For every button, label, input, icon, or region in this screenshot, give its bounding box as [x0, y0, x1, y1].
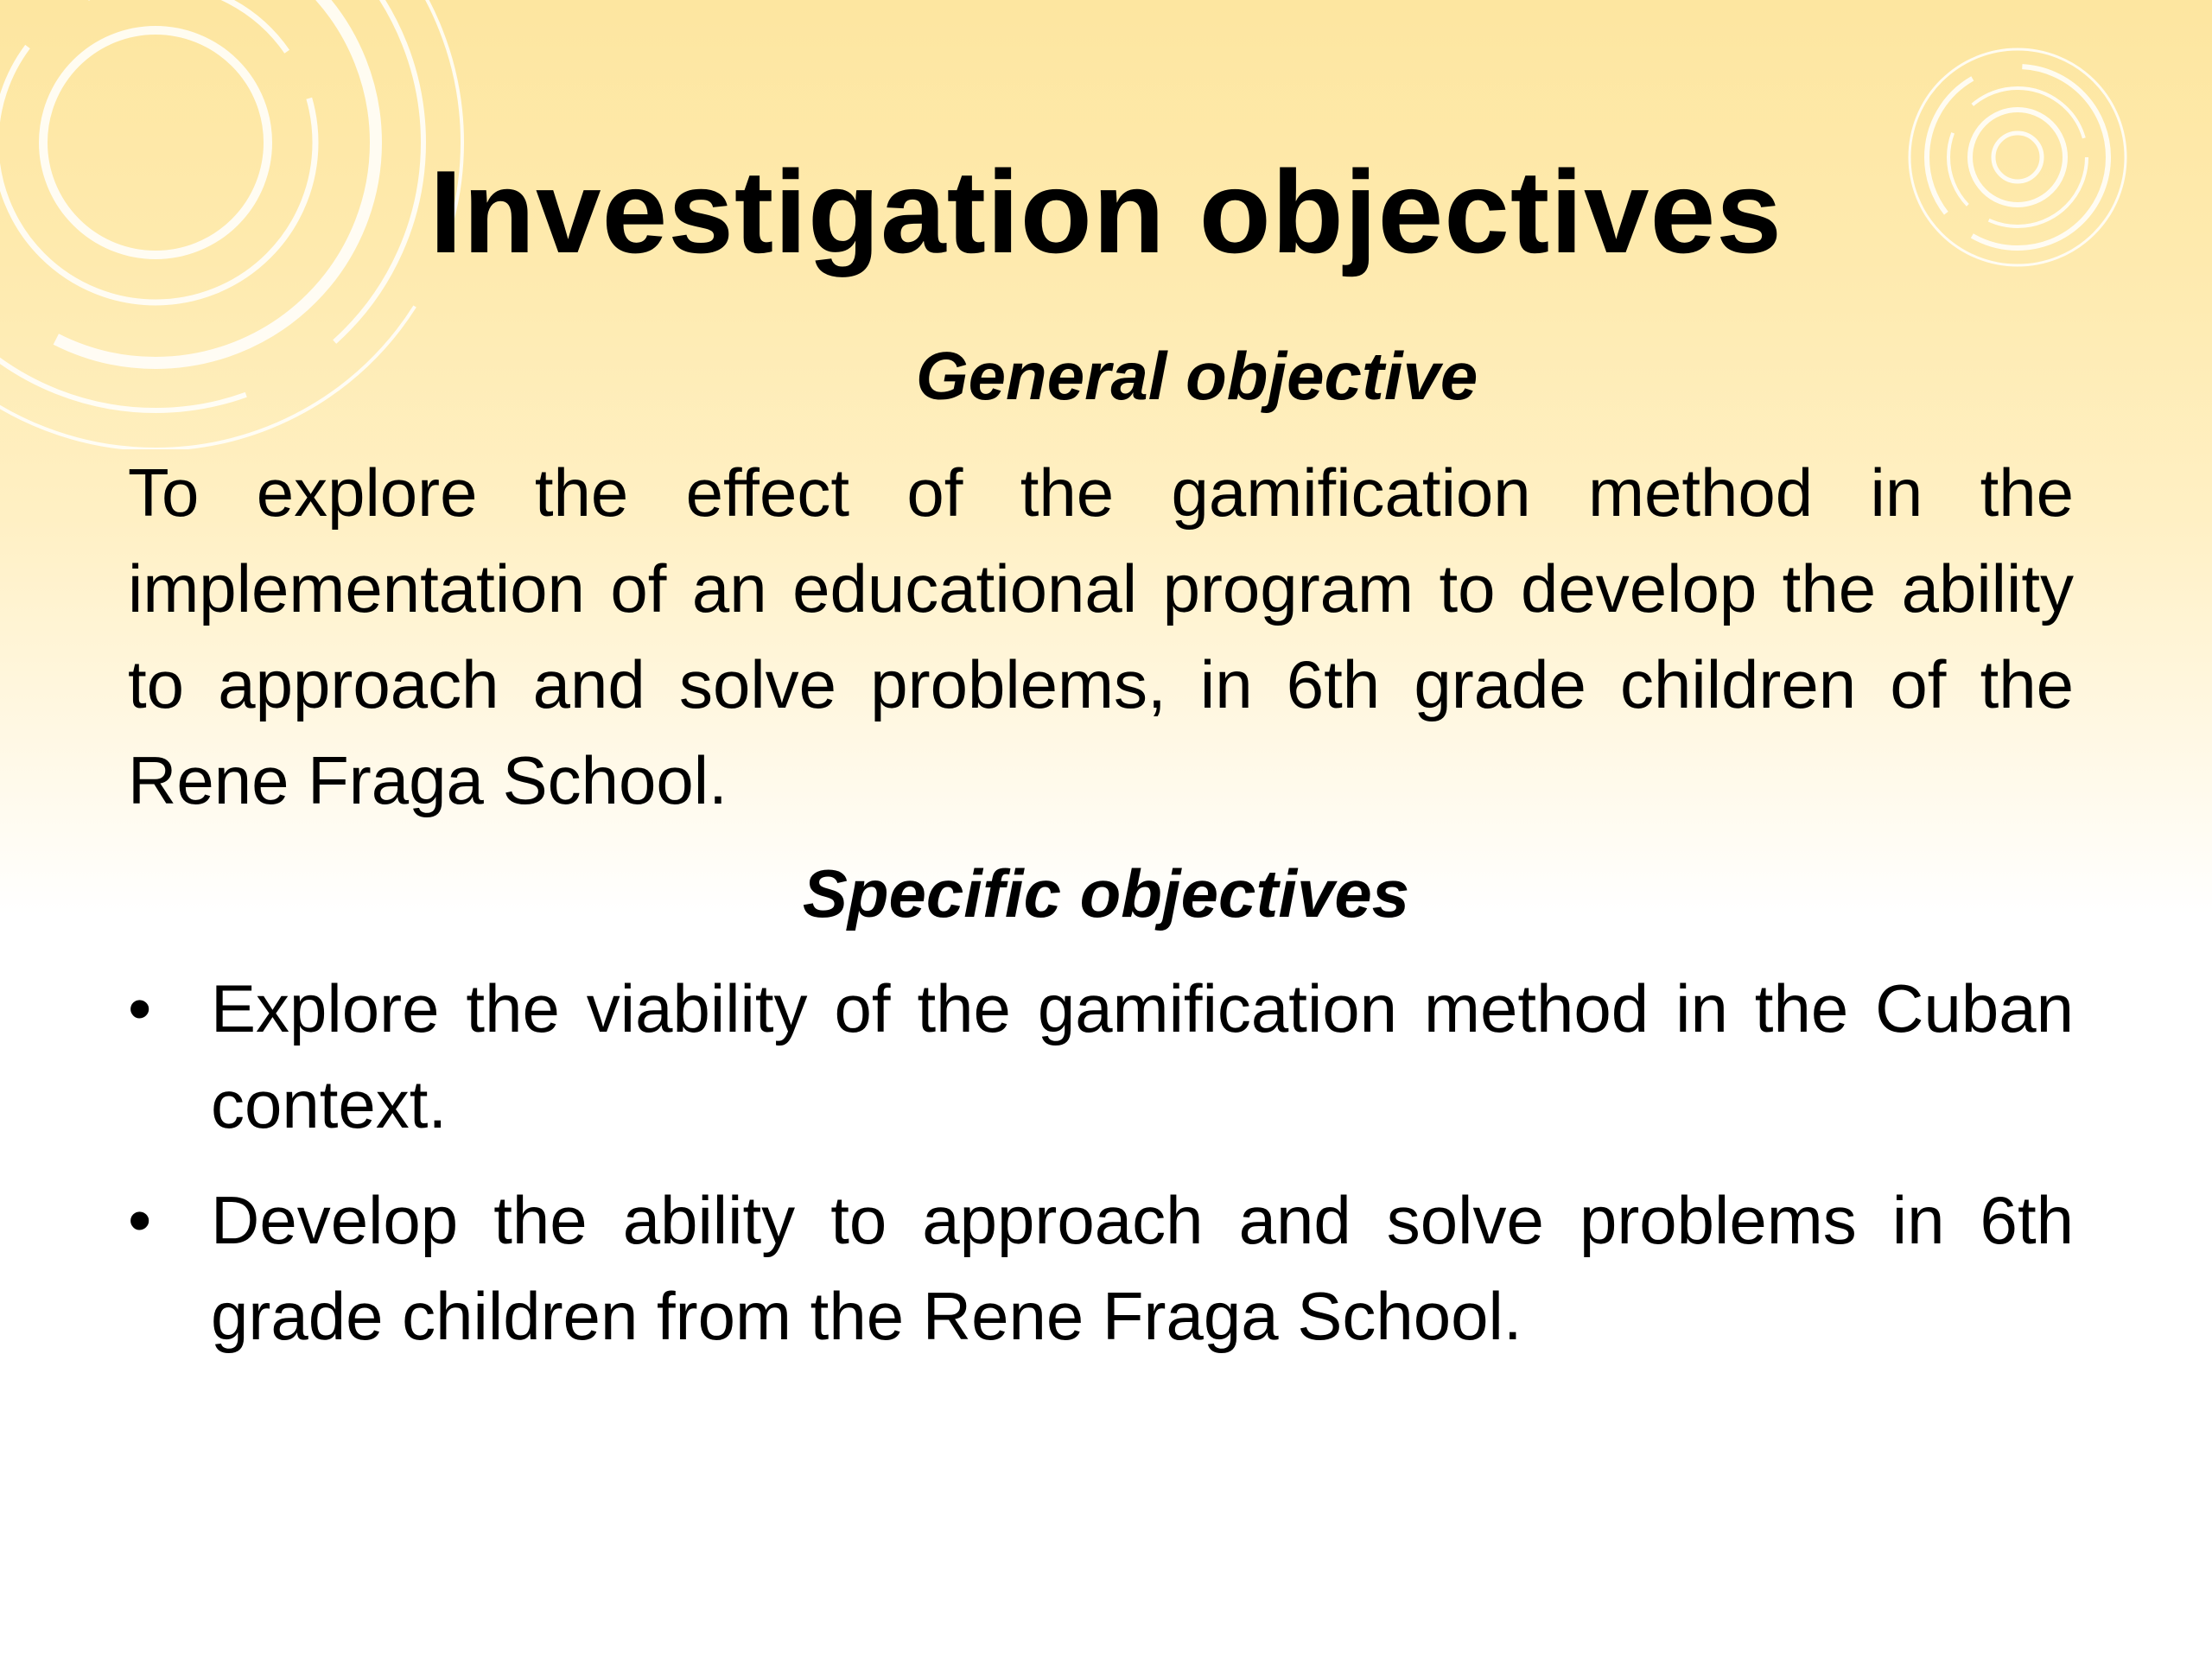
general-objective-heading: General objective [916, 338, 1478, 414]
bullet-icon: • [128, 970, 152, 1046]
specific-objective-text: Explore the viability of the gamification method in the Cuban context. [211, 970, 2074, 1142]
specific-objectives-heading: Specific objectives [802, 855, 1410, 931]
specific-objective-item [128, 961, 2074, 1153]
bullet-icon: • [128, 1182, 152, 1258]
page-title: Investigation objectives [429, 146, 1783, 277]
general-objective-text: To explore the effect of the gamification method in the implementation of an educational program to develop the ability to approach and solve problems, in 6th grade children of the Rene Fraga School. [128, 454, 2074, 818]
specific-objective-item [128, 1173, 2074, 1364]
specific-objective-text: Develop the ability to approach and solve problems in 6th grade children from the Rene Fraga School. [211, 1182, 2074, 1354]
